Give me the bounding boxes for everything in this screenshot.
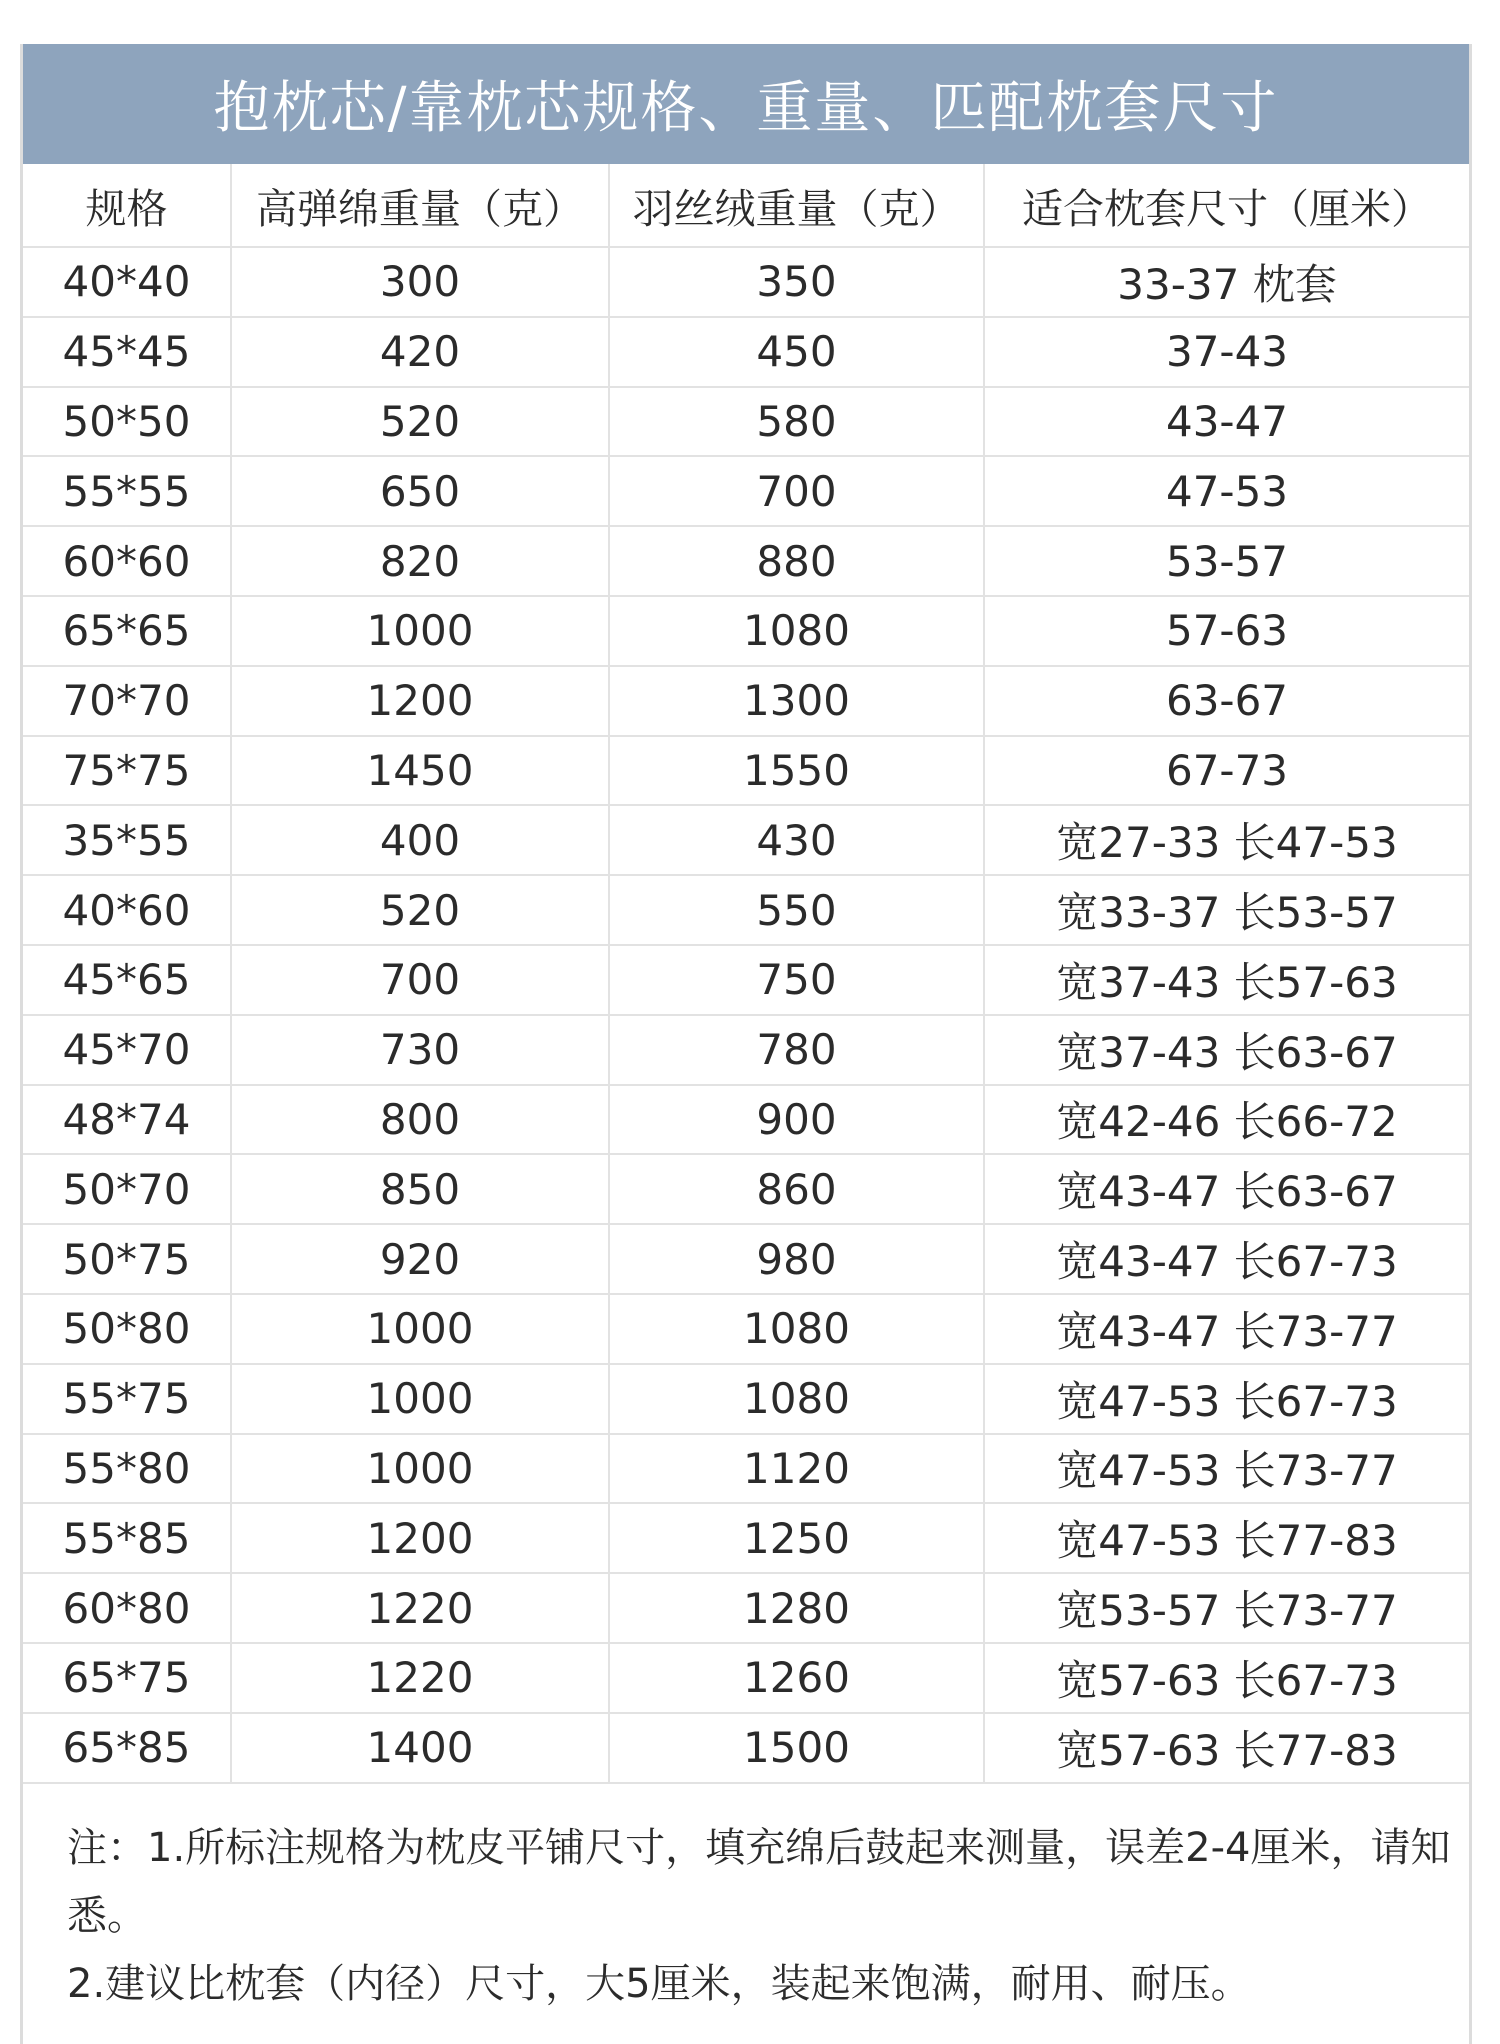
table-row <box>23 596 1469 666</box>
cell-case-size: 33-37 枕套 <box>984 247 1469 317</box>
cell-down-weight: 880 <box>609 526 984 596</box>
cell-cotton-weight: 850 <box>231 1154 609 1224</box>
cell-case-size: 63-67 <box>984 666 1469 736</box>
cell-case-size: 宽47-53 长73-77 <box>984 1434 1469 1504</box>
table-row <box>23 1085 1469 1155</box>
cell-size: 65*85 <box>23 1713 231 1783</box>
cell-down-weight: 1300 <box>609 666 984 736</box>
cell-case-size: 宽27-33 长47-53 <box>984 805 1469 875</box>
header-case-size: 适合枕套尺寸（厘米） <box>984 164 1469 247</box>
cell-case-size: 宽57-63 长77-83 <box>984 1713 1469 1783</box>
table-row <box>23 387 1469 457</box>
header-down-weight: 羽丝绒重量（克） <box>609 164 984 247</box>
cell-down-weight: 430 <box>609 805 984 875</box>
cell-cotton-weight: 1000 <box>231 1434 609 1504</box>
cell-size: 35*55 <box>23 805 231 875</box>
cell-down-weight: 1080 <box>609 1294 984 1364</box>
notes <box>67 1814 1457 2018</box>
table-row <box>23 805 1469 875</box>
table-row <box>23 875 1469 945</box>
cell-cotton-weight: 1200 <box>231 666 609 736</box>
cell-cotton-weight: 1000 <box>231 596 609 666</box>
table-row <box>23 1015 1469 1085</box>
cell-cotton-weight: 1220 <box>231 1643 609 1713</box>
cell-case-size: 37-43 <box>984 317 1469 387</box>
cell-case-size: 53-57 <box>984 526 1469 596</box>
cell-down-weight: 860 <box>609 1154 984 1224</box>
cell-case-size: 宽57-63 长67-73 <box>984 1643 1469 1713</box>
cell-down-weight: 1120 <box>609 1434 984 1504</box>
cell-down-weight: 1550 <box>609 736 984 806</box>
cell-case-size: 宽43-47 长73-77 <box>984 1294 1469 1364</box>
cell-down-weight: 580 <box>609 387 984 457</box>
table-header-row <box>23 164 1469 247</box>
cell-cotton-weight: 650 <box>231 456 609 526</box>
spec-table <box>23 164 1469 1784</box>
cell-size: 40*60 <box>23 875 231 945</box>
table-row <box>23 456 1469 526</box>
title-banner <box>23 44 1469 164</box>
cell-cotton-weight: 700 <box>231 945 609 1015</box>
cell-size: 55*80 <box>23 1434 231 1504</box>
note-line-2: 2.建议比枕套（内径）尺寸，大5厘米，装起来饱满，耐用、耐压。 <box>67 1961 1251 2007</box>
cell-cotton-weight: 420 <box>231 317 609 387</box>
cell-case-size: 宽43-47 长67-73 <box>984 1224 1469 1294</box>
cell-case-size: 宽37-43 长63-67 <box>984 1015 1469 1085</box>
cell-size: 50*70 <box>23 1154 231 1224</box>
header-cotton-weight: 高弹绵重量（克） <box>231 164 609 247</box>
cell-cotton-weight: 520 <box>231 875 609 945</box>
header-size: 规格 <box>23 164 231 247</box>
table-row <box>23 736 1469 806</box>
cell-cotton-weight: 400 <box>231 805 609 875</box>
cell-case-size: 43-47 <box>984 387 1469 457</box>
cell-case-size: 宽53-57 长73-77 <box>984 1573 1469 1643</box>
cell-size: 45*45 <box>23 317 231 387</box>
cell-size: 55*75 <box>23 1364 231 1434</box>
table-row <box>23 1643 1469 1713</box>
cell-down-weight: 450 <box>609 317 984 387</box>
page-title: 抱枕芯/靠枕芯规格、重量、匹配枕套尺寸 <box>213 76 1279 141</box>
cell-size: 50*75 <box>23 1224 231 1294</box>
table-row <box>23 317 1469 387</box>
cell-cotton-weight: 1450 <box>231 736 609 806</box>
table-row <box>23 945 1469 1015</box>
table-row <box>23 247 1469 317</box>
note-line-1: 注：1.所标注规格为枕皮平铺尺寸，填充绵后鼓起来测量，误差2-4厘米，请知悉。 <box>67 1825 1451 1939</box>
cell-down-weight: 350 <box>609 247 984 317</box>
table-row <box>23 1224 1469 1294</box>
cell-down-weight: 700 <box>609 456 984 526</box>
cell-down-weight: 1280 <box>609 1573 984 1643</box>
cell-cotton-weight: 1200 <box>231 1503 609 1573</box>
cell-cotton-weight: 920 <box>231 1224 609 1294</box>
cell-cotton-weight: 520 <box>231 387 609 457</box>
table-row <box>23 1573 1469 1643</box>
cell-size: 40*40 <box>23 247 231 317</box>
cell-cotton-weight: 1000 <box>231 1364 609 1434</box>
cell-down-weight: 550 <box>609 875 984 945</box>
cell-down-weight: 1080 <box>609 596 984 666</box>
cell-size: 50*50 <box>23 387 231 457</box>
cell-cotton-weight: 1220 <box>231 1573 609 1643</box>
table-row <box>23 666 1469 736</box>
cell-size: 65*75 <box>23 1643 231 1713</box>
cell-cotton-weight: 300 <box>231 247 609 317</box>
cell-cotton-weight: 1400 <box>231 1713 609 1783</box>
cell-down-weight: 780 <box>609 1015 984 1085</box>
table-row <box>23 1713 1469 1783</box>
cell-case-size: 宽33-37 长53-57 <box>984 875 1469 945</box>
table-row <box>23 1434 1469 1504</box>
cell-size: 75*75 <box>23 736 231 806</box>
cell-case-size: 宽43-47 长63-67 <box>984 1154 1469 1224</box>
cell-cotton-weight: 800 <box>231 1085 609 1155</box>
cell-cotton-weight: 820 <box>231 526 609 596</box>
table-row <box>23 1364 1469 1434</box>
cell-case-size: 宽37-43 长57-63 <box>984 945 1469 1015</box>
cell-down-weight: 900 <box>609 1085 984 1155</box>
cell-case-size: 47-53 <box>984 456 1469 526</box>
cell-down-weight: 750 <box>609 945 984 1015</box>
cell-cotton-weight: 730 <box>231 1015 609 1085</box>
table-row <box>23 1503 1469 1573</box>
cell-size: 45*70 <box>23 1015 231 1085</box>
cell-case-size: 57-63 <box>984 596 1469 666</box>
cell-down-weight: 1500 <box>609 1713 984 1783</box>
cell-size: 60*60 <box>23 526 231 596</box>
cell-down-weight: 1260 <box>609 1643 984 1713</box>
cell-case-size: 宽47-53 长67-73 <box>984 1364 1469 1434</box>
table-row <box>23 1294 1469 1364</box>
cell-cotton-weight: 1000 <box>231 1294 609 1364</box>
cell-down-weight: 1250 <box>609 1503 984 1573</box>
cell-size: 70*70 <box>23 666 231 736</box>
cell-down-weight: 1080 <box>609 1364 984 1434</box>
cell-size: 48*74 <box>23 1085 231 1155</box>
cell-size: 45*65 <box>23 945 231 1015</box>
cell-size: 50*80 <box>23 1294 231 1364</box>
cell-case-size: 宽47-53 长77-83 <box>984 1503 1469 1573</box>
cell-size: 65*65 <box>23 596 231 666</box>
cell-case-size: 宽42-46 长66-72 <box>984 1085 1469 1155</box>
cell-down-weight: 980 <box>609 1224 984 1294</box>
cell-size: 60*80 <box>23 1573 231 1643</box>
table-row <box>23 1154 1469 1224</box>
table-body <box>23 247 1469 1783</box>
table-row <box>23 526 1469 596</box>
spec-sheet <box>20 44 1472 2044</box>
cell-size: 55*85 <box>23 1503 231 1573</box>
cell-size: 55*55 <box>23 456 231 526</box>
cell-case-size: 67-73 <box>984 736 1469 806</box>
